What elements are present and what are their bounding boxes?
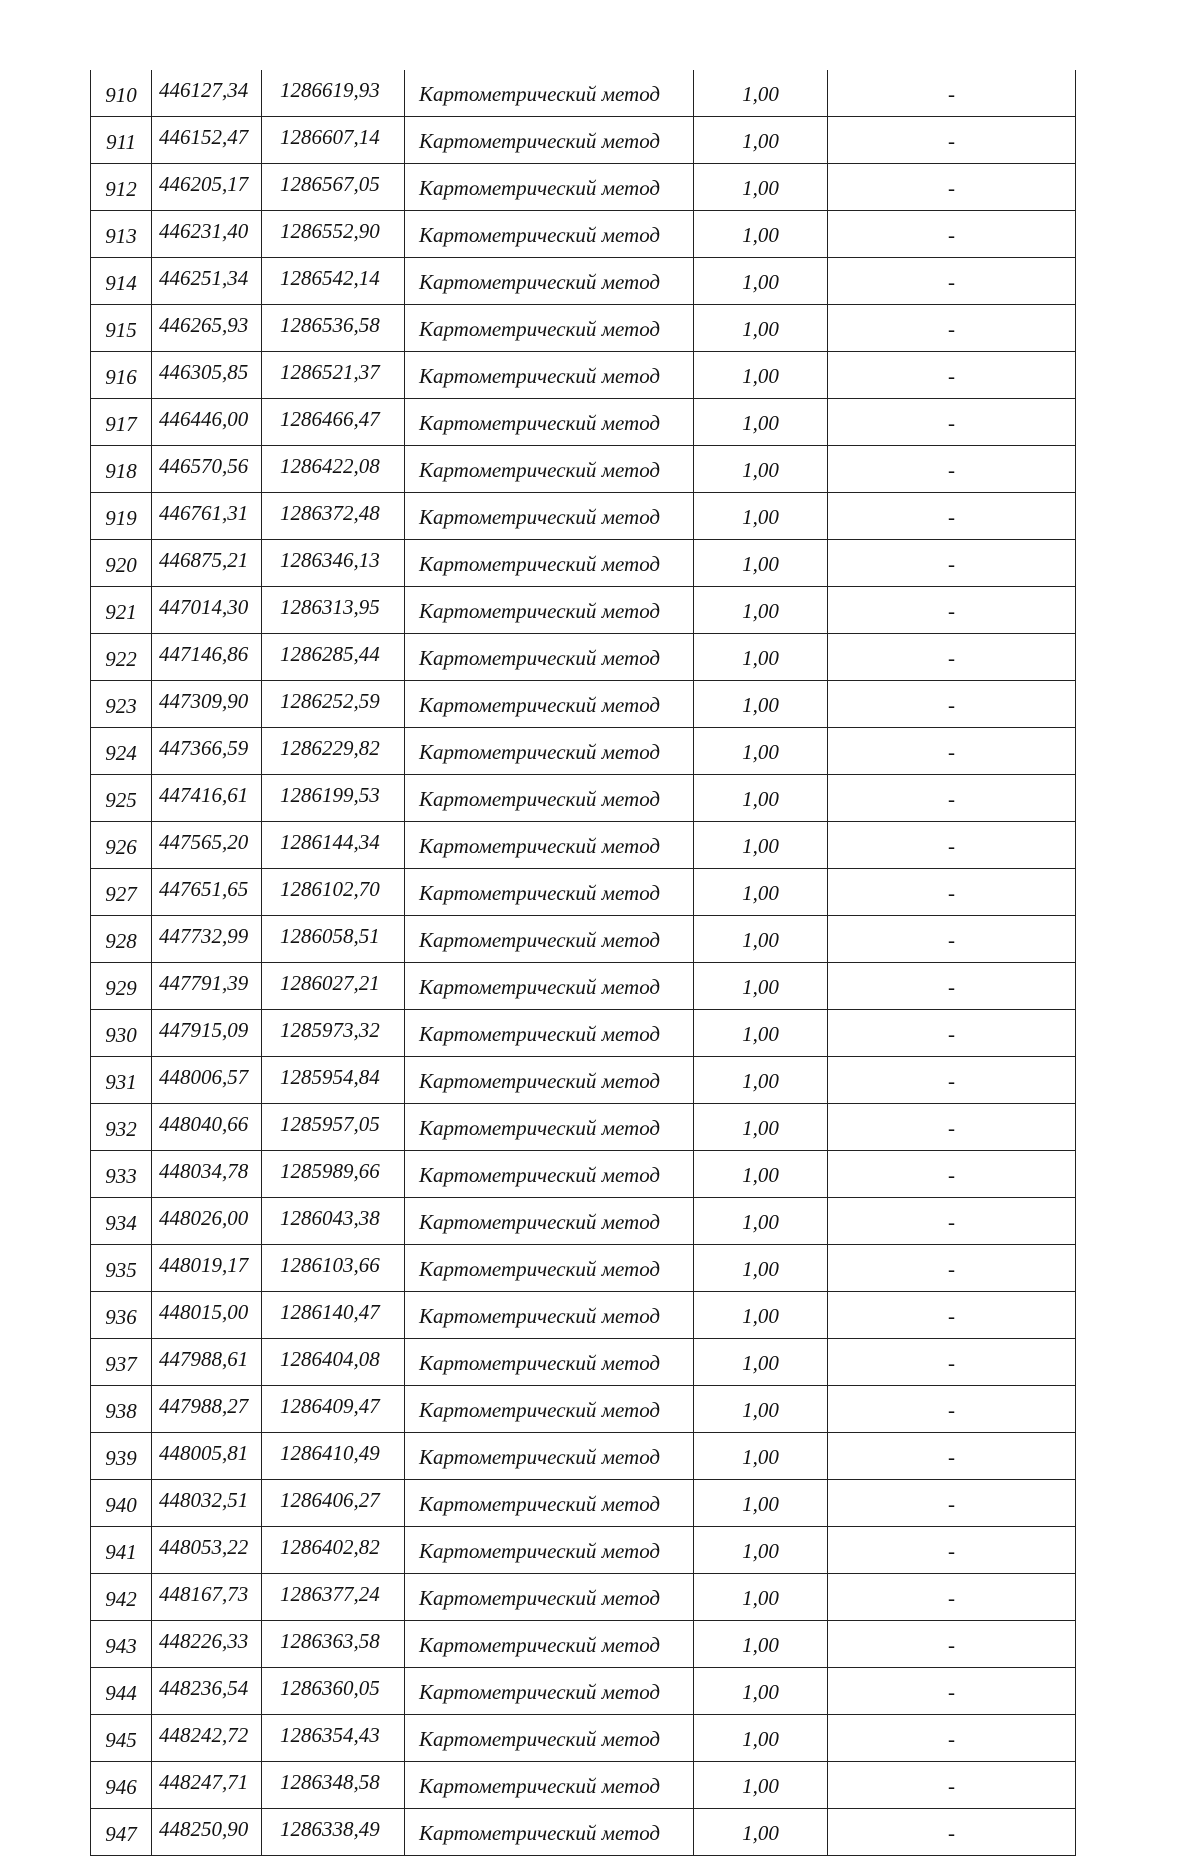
point-number-cell: 911: [91, 117, 152, 164]
note-cell: -: [828, 1151, 1076, 1198]
point-number-cell: 927: [91, 869, 152, 916]
method-cell: Картометрический метод: [405, 916, 694, 963]
accuracy-cell: 1,00: [694, 305, 828, 352]
coordinates-table: [90, 70, 1076, 1856]
method-cell: Картометрический метод: [405, 305, 694, 352]
accuracy-cell: 1,00: [694, 1339, 828, 1386]
accuracy-cell: 1,00: [694, 1386, 828, 1433]
accuracy-cell: 1,00: [694, 1057, 828, 1104]
point-number-cell: 937: [91, 1339, 152, 1386]
accuracy-cell: 1,00: [694, 1621, 828, 1668]
note-cell: -: [828, 775, 1076, 822]
y-coordinate-cell: 1286346,13: [262, 540, 405, 587]
x-coordinate-cell: 447565,20: [152, 822, 262, 869]
accuracy-cell: 1,00: [694, 1574, 828, 1621]
point-number-cell: 923: [91, 681, 152, 728]
table-row: [91, 681, 1076, 728]
point-number-cell: 930: [91, 1010, 152, 1057]
note-cell: -: [828, 728, 1076, 775]
x-coordinate-cell: 447732,99: [152, 916, 262, 963]
note-cell: -: [828, 963, 1076, 1010]
accuracy-cell: 1,00: [694, 211, 828, 258]
note-cell: -: [828, 1762, 1076, 1809]
y-coordinate-cell: 1286410,49: [262, 1433, 405, 1480]
y-coordinate-cell: 1286102,70: [262, 869, 405, 916]
accuracy-cell: 1,00: [694, 164, 828, 211]
table-row: [91, 587, 1076, 634]
accuracy-cell: 1,00: [694, 634, 828, 681]
y-coordinate-cell: 1286144,34: [262, 822, 405, 869]
point-number-cell: 926: [91, 822, 152, 869]
method-cell: Картометрический метод: [405, 164, 694, 211]
method-cell: Картометрический метод: [405, 1010, 694, 1057]
point-number-cell: 940: [91, 1480, 152, 1527]
table-body: [91, 70, 1076, 1856]
accuracy-cell: 1,00: [694, 540, 828, 587]
accuracy-cell: 1,00: [694, 258, 828, 305]
method-cell: Картометрический метод: [405, 70, 694, 117]
accuracy-cell: 1,00: [694, 822, 828, 869]
method-cell: Картометрический метод: [405, 1198, 694, 1245]
note-cell: -: [828, 634, 1076, 681]
x-coordinate-cell: 448247,71: [152, 1762, 262, 1809]
y-coordinate-cell: 1286285,44: [262, 634, 405, 681]
x-coordinate-cell: 447014,30: [152, 587, 262, 634]
x-coordinate-cell: 448005,81: [152, 1433, 262, 1480]
x-coordinate-cell: 447146,86: [152, 634, 262, 681]
point-number-cell: 922: [91, 634, 152, 681]
y-coordinate-cell: 1286619,93: [262, 70, 405, 117]
x-coordinate-cell: 446231,40: [152, 211, 262, 258]
y-coordinate-cell: 1286360,05: [262, 1668, 405, 1715]
accuracy-cell: 1,00: [694, 1433, 828, 1480]
note-cell: -: [828, 493, 1076, 540]
y-coordinate-cell: 1286140,47: [262, 1292, 405, 1339]
x-coordinate-cell: 446761,31: [152, 493, 262, 540]
y-coordinate-cell: 1286521,37: [262, 352, 405, 399]
method-cell: Картометрический метод: [405, 211, 694, 258]
y-coordinate-cell: 1286422,08: [262, 446, 405, 493]
accuracy-cell: 1,00: [694, 352, 828, 399]
x-coordinate-cell: 447366,59: [152, 728, 262, 775]
accuracy-cell: 1,00: [694, 869, 828, 916]
y-coordinate-cell: 1286542,14: [262, 258, 405, 305]
y-coordinate-cell: 1286363,58: [262, 1621, 405, 1668]
method-cell: Картометрический метод: [405, 1339, 694, 1386]
table-row: [91, 822, 1076, 869]
table-row: [91, 916, 1076, 963]
method-cell: Картометрический метод: [405, 399, 694, 446]
note-cell: -: [828, 540, 1076, 587]
table-row: [91, 1386, 1076, 1433]
y-coordinate-cell: 1286027,21: [262, 963, 405, 1010]
method-cell: Картометрический метод: [405, 1104, 694, 1151]
y-coordinate-cell: 1285957,05: [262, 1104, 405, 1151]
y-coordinate-cell: 1286372,48: [262, 493, 405, 540]
accuracy-cell: 1,00: [694, 1809, 828, 1856]
accuracy-cell: 1,00: [694, 1762, 828, 1809]
accuracy-cell: 1,00: [694, 1151, 828, 1198]
table-row: [91, 775, 1076, 822]
accuracy-cell: 1,00: [694, 916, 828, 963]
note-cell: -: [828, 587, 1076, 634]
method-cell: Картометрический метод: [405, 869, 694, 916]
y-coordinate-cell: 1285973,32: [262, 1010, 405, 1057]
table-row: [91, 446, 1076, 493]
table-row: [91, 399, 1076, 446]
accuracy-cell: 1,00: [694, 1715, 828, 1762]
note-cell: -: [828, 1527, 1076, 1574]
accuracy-cell: 1,00: [694, 1292, 828, 1339]
y-coordinate-cell: 1285954,84: [262, 1057, 405, 1104]
x-coordinate-cell: 448026,00: [152, 1198, 262, 1245]
note-cell: -: [828, 1386, 1076, 1433]
point-number-cell: 935: [91, 1245, 152, 1292]
table-row: [91, 1621, 1076, 1668]
x-coordinate-cell: 446127,34: [152, 70, 262, 117]
point-number-cell: 918: [91, 446, 152, 493]
point-number-cell: 947: [91, 1809, 152, 1856]
note-cell: -: [828, 1010, 1076, 1057]
method-cell: Картометрический метод: [405, 1151, 694, 1198]
point-number-cell: 919: [91, 493, 152, 540]
table-row: [91, 1762, 1076, 1809]
note-cell: -: [828, 1715, 1076, 1762]
point-number-cell: 938: [91, 1386, 152, 1433]
x-coordinate-cell: 446152,47: [152, 117, 262, 164]
method-cell: Картометрический метод: [405, 493, 694, 540]
note-cell: -: [828, 1245, 1076, 1292]
y-coordinate-cell: 1286377,24: [262, 1574, 405, 1621]
x-coordinate-cell: 448006,57: [152, 1057, 262, 1104]
table-row: [91, 493, 1076, 540]
accuracy-cell: 1,00: [694, 1527, 828, 1574]
note-cell: -: [828, 916, 1076, 963]
method-cell: Картометрический метод: [405, 258, 694, 305]
note-cell: -: [828, 446, 1076, 493]
accuracy-cell: 1,00: [694, 1198, 828, 1245]
note-cell: -: [828, 869, 1076, 916]
method-cell: Картометрический метод: [405, 1668, 694, 1715]
method-cell: Картометрический метод: [405, 117, 694, 164]
table-row: [91, 258, 1076, 305]
x-coordinate-cell: 447791,39: [152, 963, 262, 1010]
method-cell: Картометрический метод: [405, 1527, 694, 1574]
x-coordinate-cell: 448250,90: [152, 1809, 262, 1856]
point-number-cell: 921: [91, 587, 152, 634]
note-cell: -: [828, 822, 1076, 869]
point-number-cell: 933: [91, 1151, 152, 1198]
table-row: [91, 963, 1076, 1010]
x-coordinate-cell: 448019,17: [152, 1245, 262, 1292]
x-coordinate-cell: 448242,72: [152, 1715, 262, 1762]
method-cell: Картометрический метод: [405, 446, 694, 493]
method-cell: Картометрический метод: [405, 963, 694, 1010]
x-coordinate-cell: 446305,85: [152, 352, 262, 399]
x-coordinate-cell: 446875,21: [152, 540, 262, 587]
note-cell: -: [828, 1621, 1076, 1668]
table-row: [91, 728, 1076, 775]
point-number-cell: 925: [91, 775, 152, 822]
x-coordinate-cell: 448034,78: [152, 1151, 262, 1198]
point-number-cell: 916: [91, 352, 152, 399]
y-coordinate-cell: 1286229,82: [262, 728, 405, 775]
point-number-cell: 928: [91, 916, 152, 963]
x-coordinate-cell: 447988,27: [152, 1386, 262, 1433]
accuracy-cell: 1,00: [694, 587, 828, 634]
y-coordinate-cell: 1286199,53: [262, 775, 405, 822]
note-cell: -: [828, 1433, 1076, 1480]
table-row: [91, 1527, 1076, 1574]
point-number-cell: 914: [91, 258, 152, 305]
y-coordinate-cell: 1286409,47: [262, 1386, 405, 1433]
accuracy-cell: 1,00: [694, 493, 828, 540]
table-row: [91, 1292, 1076, 1339]
method-cell: Картометрический метод: [405, 822, 694, 869]
table-row: [91, 164, 1076, 211]
method-cell: Картометрический метод: [405, 1245, 694, 1292]
point-number-cell: 942: [91, 1574, 152, 1621]
table-row: [91, 70, 1076, 117]
y-coordinate-cell: 1286058,51: [262, 916, 405, 963]
note-cell: -: [828, 70, 1076, 117]
method-cell: Картометрический метод: [405, 352, 694, 399]
x-coordinate-cell: 447651,65: [152, 869, 262, 916]
y-coordinate-cell: 1286567,05: [262, 164, 405, 211]
table-row: [91, 1668, 1076, 1715]
y-coordinate-cell: 1286404,08: [262, 1339, 405, 1386]
y-coordinate-cell: 1285989,66: [262, 1151, 405, 1198]
table-row: [91, 1809, 1076, 1856]
note-cell: -: [828, 1057, 1076, 1104]
note-cell: -: [828, 1104, 1076, 1151]
method-cell: Картометрический метод: [405, 634, 694, 681]
point-number-cell: 934: [91, 1198, 152, 1245]
table-row: [91, 1198, 1076, 1245]
note-cell: -: [828, 399, 1076, 446]
method-cell: Картометрический метод: [405, 681, 694, 728]
x-coordinate-cell: 446251,34: [152, 258, 262, 305]
point-number-cell: 924: [91, 728, 152, 775]
note-cell: -: [828, 305, 1076, 352]
y-coordinate-cell: 1286466,47: [262, 399, 405, 446]
point-number-cell: 912: [91, 164, 152, 211]
table-row: [91, 1480, 1076, 1527]
point-number-cell: 939: [91, 1433, 152, 1480]
method-cell: Картометрический метод: [405, 1809, 694, 1856]
accuracy-cell: 1,00: [694, 1010, 828, 1057]
method-cell: Картометрический метод: [405, 1292, 694, 1339]
note-cell: -: [828, 258, 1076, 305]
y-coordinate-cell: 1286536,58: [262, 305, 405, 352]
method-cell: Картометрический метод: [405, 1480, 694, 1527]
method-cell: Картометрический метод: [405, 1621, 694, 1668]
x-coordinate-cell: 446570,56: [152, 446, 262, 493]
x-coordinate-cell: 448053,22: [152, 1527, 262, 1574]
x-coordinate-cell: 448040,66: [152, 1104, 262, 1151]
note-cell: -: [828, 164, 1076, 211]
point-number-cell: 913: [91, 211, 152, 258]
accuracy-cell: 1,00: [694, 681, 828, 728]
method-cell: Картометрический метод: [405, 1574, 694, 1621]
table-row: [91, 211, 1076, 258]
method-cell: Картометрический метод: [405, 1057, 694, 1104]
accuracy-cell: 1,00: [694, 117, 828, 164]
x-coordinate-cell: 447988,61: [152, 1339, 262, 1386]
x-coordinate-cell: 448015,00: [152, 1292, 262, 1339]
y-coordinate-cell: 1286552,90: [262, 211, 405, 258]
x-coordinate-cell: 446205,17: [152, 164, 262, 211]
table-row: [91, 1057, 1076, 1104]
y-coordinate-cell: 1286103,66: [262, 1245, 405, 1292]
point-number-cell: 917: [91, 399, 152, 446]
point-number-cell: 920: [91, 540, 152, 587]
table-row: [91, 540, 1076, 587]
method-cell: Картометрический метод: [405, 1433, 694, 1480]
note-cell: -: [828, 1668, 1076, 1715]
accuracy-cell: 1,00: [694, 399, 828, 446]
note-cell: -: [828, 117, 1076, 164]
x-coordinate-cell: 446265,93: [152, 305, 262, 352]
table-row: [91, 869, 1076, 916]
table-row: [91, 1433, 1076, 1480]
y-coordinate-cell: 1286354,43: [262, 1715, 405, 1762]
y-coordinate-cell: 1286402,82: [262, 1527, 405, 1574]
table-row: [91, 305, 1076, 352]
table-row: [91, 1010, 1076, 1057]
y-coordinate-cell: 1286252,59: [262, 681, 405, 728]
accuracy-cell: 1,00: [694, 775, 828, 822]
y-coordinate-cell: 1286313,95: [262, 587, 405, 634]
accuracy-cell: 1,00: [694, 1480, 828, 1527]
y-coordinate-cell: 1286348,58: [262, 1762, 405, 1809]
table-row: [91, 1151, 1076, 1198]
method-cell: Картометрический метод: [405, 1386, 694, 1433]
point-number-cell: 929: [91, 963, 152, 1010]
accuracy-cell: 1,00: [694, 70, 828, 117]
x-coordinate-cell: 448236,54: [152, 1668, 262, 1715]
point-number-cell: 915: [91, 305, 152, 352]
accuracy-cell: 1,00: [694, 446, 828, 493]
point-number-cell: 943: [91, 1621, 152, 1668]
note-cell: -: [828, 1809, 1076, 1856]
note-cell: -: [828, 352, 1076, 399]
table-row: [91, 1245, 1076, 1292]
point-number-cell: 932: [91, 1104, 152, 1151]
note-cell: -: [828, 1480, 1076, 1527]
table-row: [91, 1715, 1076, 1762]
x-coordinate-cell: 448226,33: [152, 1621, 262, 1668]
accuracy-cell: 1,00: [694, 1104, 828, 1151]
point-number-cell: 946: [91, 1762, 152, 1809]
point-number-cell: 945: [91, 1715, 152, 1762]
accuracy-cell: 1,00: [694, 1668, 828, 1715]
method-cell: Картометрический метод: [405, 775, 694, 822]
point-number-cell: 931: [91, 1057, 152, 1104]
table-row: [91, 1339, 1076, 1386]
accuracy-cell: 1,00: [694, 728, 828, 775]
note-cell: -: [828, 1339, 1076, 1386]
method-cell: Картометрический метод: [405, 587, 694, 634]
x-coordinate-cell: 446446,00: [152, 399, 262, 446]
table-row: [91, 352, 1076, 399]
method-cell: Картометрический метод: [405, 728, 694, 775]
point-number-cell: 910: [91, 70, 152, 117]
method-cell: Картометрический метод: [405, 1715, 694, 1762]
point-number-cell: 941: [91, 1527, 152, 1574]
note-cell: -: [828, 211, 1076, 258]
y-coordinate-cell: 1286338,49: [262, 1809, 405, 1856]
table-row: [91, 1104, 1076, 1151]
note-cell: -: [828, 1574, 1076, 1621]
table-row: [91, 117, 1076, 164]
note-cell: -: [828, 1292, 1076, 1339]
note-cell: -: [828, 1198, 1076, 1245]
y-coordinate-cell: 1286607,14: [262, 117, 405, 164]
table-row: [91, 634, 1076, 681]
method-cell: Картометрический метод: [405, 1762, 694, 1809]
x-coordinate-cell: 447915,09: [152, 1010, 262, 1057]
x-coordinate-cell: 448032,51: [152, 1480, 262, 1527]
note-cell: -: [828, 681, 1076, 728]
accuracy-cell: 1,00: [694, 1245, 828, 1292]
point-number-cell: 944: [91, 1668, 152, 1715]
x-coordinate-cell: 447309,90: [152, 681, 262, 728]
point-number-cell: 936: [91, 1292, 152, 1339]
table-row: [91, 1574, 1076, 1621]
accuracy-cell: 1,00: [694, 963, 828, 1010]
x-coordinate-cell: 448167,73: [152, 1574, 262, 1621]
x-coordinate-cell: 447416,61: [152, 775, 262, 822]
y-coordinate-cell: 1286406,27: [262, 1480, 405, 1527]
method-cell: Картометрический метод: [405, 540, 694, 587]
y-coordinate-cell: 1286043,38: [262, 1198, 405, 1245]
